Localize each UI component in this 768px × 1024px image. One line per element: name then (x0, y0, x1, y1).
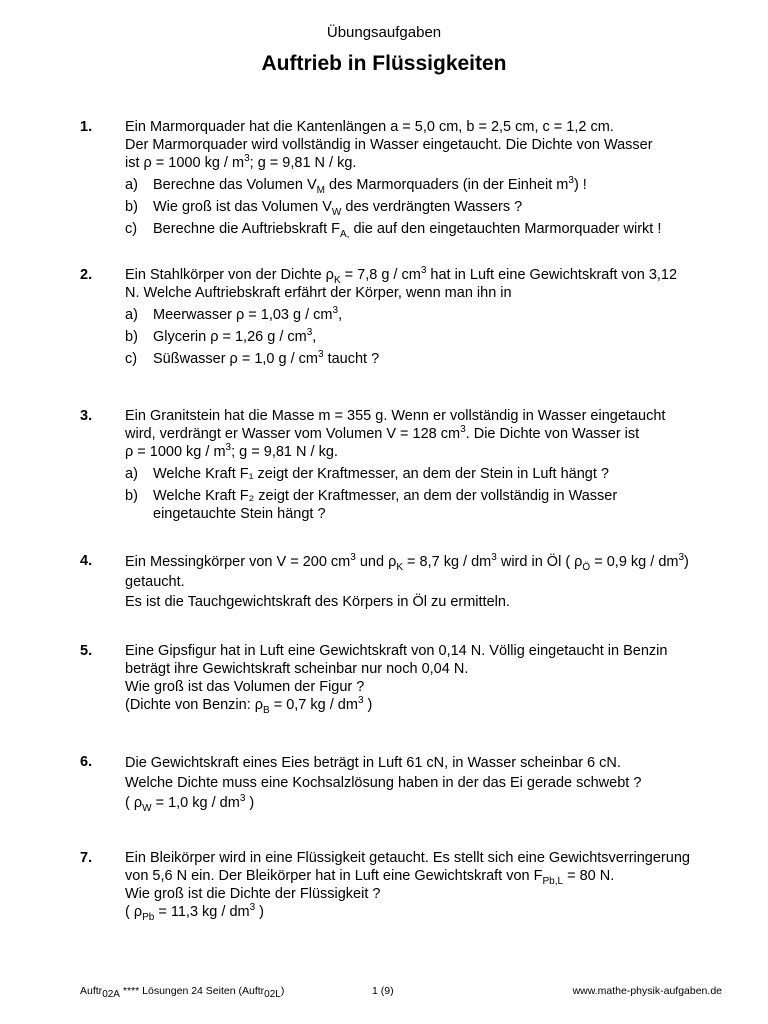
task-line: Ein Bleikörper wird in eine Flüssigkeit getaucht. Es stellt sich eine Gewichtsverringerung (125, 850, 690, 866)
task-line: ( $\rho_{Pb} = 11,3$ kg / $dm^3$ ) (125, 902, 265, 923)
task-line: (Dichte von Benzin: $\rho_B = 0,7$ kg / $dm^3$ ) (125, 695, 373, 716)
subtask-text: Wie groß ist das Volumen $V_W$ des verdrängten Wassers ? (153, 199, 523, 218)
subtask-label: a) (125, 177, 138, 193)
task-line: wird, verdrängt er Wasser vom Volumen V = 128 $cm^3$. Die Dichte von Wasser ist (125, 424, 640, 442)
task-number: 4. (80, 553, 93, 569)
task-line: N. Welche Auftriebskraft erfährt der Körper, wenn man ihn in (125, 285, 512, 301)
subtask-label: b) (125, 488, 138, 504)
subtask (125, 220, 745, 238)
task-line: Eine Gipsfigur hat in Luft eine Gewichtskraft von 0,14 N. Völlig eingetaucht in Benzin (125, 643, 668, 659)
task-line: Ein Marmorquader hat die Kantenlängen a = 5,0 cm, b = 2,5 cm, c = 1,2 cm. (125, 119, 614, 135)
subtask (125, 328, 745, 346)
subtask-label: a) (125, 466, 138, 482)
task-3 (125, 407, 745, 523)
footer-source: Auftr$_{02A}$ **** Lösungen 24 Seiten (Auftr$_{02L}$) (80, 985, 285, 1001)
subtask (125, 198, 745, 216)
subtask-text: Welche Kraft F₂ zeigt der Kraftmesser, an dem der vollständig in Wasser (153, 488, 618, 504)
subtask-text: Welche Kraft F₁ zeigt der Kraftmesser, an dem der Stein in Luft hängt ? (153, 466, 609, 482)
task-4 (125, 552, 745, 612)
task-line: Die Gewichtskraft eines Eies beträgt in Luft 61 cN, in Wasser scheinbar 6 cN. (125, 755, 621, 771)
task-line: beträgt ihre Gewichtskraft scheinbar nur noch 0,04 N. (125, 661, 469, 677)
subtask-label: b) (125, 199, 138, 215)
task-line: Wie groß ist das Volumen der Figur ? (125, 679, 365, 695)
footer-website-link[interactable]: www.mathe-physik-aufgaben.de (572, 985, 722, 997)
task-line: getaucht. (125, 574, 185, 590)
subtask-continuation: eingetauchte Stein hängt ? (153, 506, 326, 522)
task-line: ( $\rho_W = 1,0$ kg / $dm^3$ ) (125, 793, 255, 814)
subtask (125, 465, 745, 483)
subtask-text: Meerwasser ρ = 1,03 g / $cm^3$, (153, 305, 343, 323)
task-line: Ein Stahlkörper von der Dichte $\rho_K = 7,8$ g / $cm^3$ hat in Luft eine Gewichtskraft von 3,12 (125, 265, 678, 286)
subtask-text: Berechne das Volumen $V_M$ des Marmorquaders (in der Einheit $m^3$) ! (153, 175, 587, 196)
task-6 (125, 753, 745, 813)
task-line: Es ist die Tauchgewichtskraft des Körpers in Öl zu ermitteln. (125, 594, 510, 610)
task-line: Wie groß ist die Dichte der Flüssigkeit ? (125, 886, 381, 902)
subtask-text: Berechne die Auftriebskraft $F_{A,}$ die auf den eingetauchten Marmorquader wirkt ! (153, 221, 662, 240)
task-line: Welche Dichte muss eine Kochsalzlösung haben in der das Ei gerade schwebt ? (125, 775, 642, 791)
subtask (125, 350, 745, 368)
subtask (125, 176, 745, 194)
subtask (125, 487, 745, 505)
task-number: 3. (80, 408, 93, 424)
task-number: 5. (80, 643, 93, 659)
footer-page-number: 1 (9) (372, 985, 394, 997)
subtask-text: Süßwasser ρ = 1,0 g / $cm^3$ taucht ? (153, 349, 380, 367)
task-line: Ein Granitstein hat die Masse m = 355 g. Wenn er vollständig in Wasser eingetaucht (125, 408, 666, 424)
task-line: Der Marmorquader wird vollständig in Wasser eingetaucht. Die Dichte von Wasser (125, 137, 653, 153)
task-number: 6. (80, 754, 93, 770)
subtask-label: c) (125, 351, 138, 367)
task-5 (125, 642, 745, 714)
task-2 (125, 266, 745, 368)
task-line: ist ρ = 1000 kg / $m^3$; g = 9,81 N / kg. (125, 153, 357, 171)
subtask (125, 306, 745, 324)
document-title: Auftrieb in Flüssigkeiten (261, 52, 507, 75)
task-7 (125, 849, 745, 921)
task-1 (125, 118, 745, 238)
task-number: 1. (80, 119, 93, 135)
task-line: von 5,6 N ein. Der Bleikörper hat in Luft eine Gewichtskraft von $F_{Pb,L} = 80$ N. (125, 868, 615, 887)
task-number: 7. (80, 850, 93, 866)
task-number: 2. (80, 267, 93, 283)
subtask-label: b) (125, 329, 138, 345)
subtask-text: Glycerin ρ = 1,26 g / $cm^3$, (153, 327, 317, 345)
task-line: ρ = 1000 kg / $m^3$; g = 9,81 N / kg. (125, 442, 338, 460)
subtask-label: c) (125, 221, 138, 237)
task-line: Ein Messingkörper von V = 200 $cm^3$ und $\rho_K = 8,7$ kg / $dm^3$ wird in Öl ( $\rho_Ö = 0,9$ kg / $dm^3$) (125, 552, 689, 573)
document-kicker: Übungsaufgaben (326, 24, 442, 41)
subtask-label: a) (125, 307, 138, 323)
